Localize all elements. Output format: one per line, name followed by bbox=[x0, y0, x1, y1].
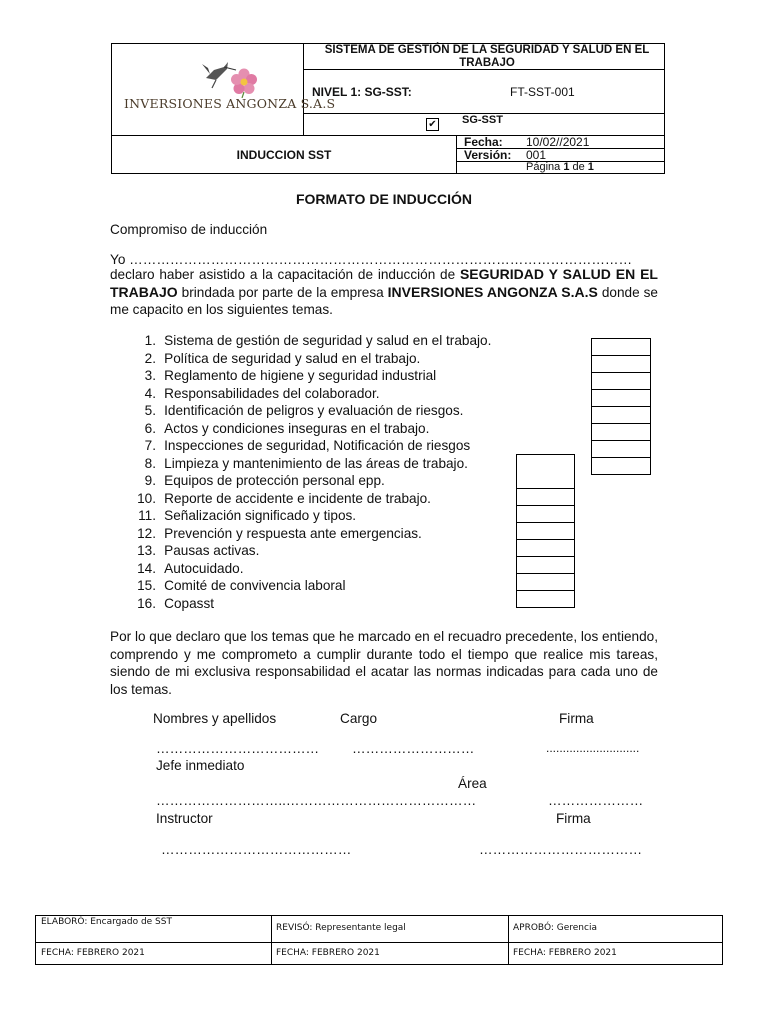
footer-divider bbox=[271, 916, 272, 964]
document-code: FT-SST-001 bbox=[510, 85, 575, 99]
area-label: Área bbox=[458, 776, 487, 791]
list-item bbox=[130, 596, 491, 614]
list-item-number: 7. bbox=[144, 438, 156, 453]
header-divider bbox=[456, 135, 457, 174]
fecha-value: 10/02//2021 bbox=[526, 135, 590, 149]
hummingbird-flower-logo-icon bbox=[124, 56, 304, 98]
list-item-number: 12. bbox=[137, 525, 156, 541]
list-item-text: Reglamento de higiene y seguridad industrial bbox=[164, 368, 437, 383]
name-line: Yo ………………………………………………………………………………………………… bbox=[110, 252, 633, 267]
page-number: Página 1 de 1 bbox=[526, 161, 594, 173]
list-item-text: Pausas activas. bbox=[164, 543, 260, 558]
firma-label: Firma bbox=[559, 711, 594, 726]
list-item-text: Equipos de protección personal epp. bbox=[164, 473, 385, 488]
checkbox-check-icon[interactable]: ✔ bbox=[426, 118, 439, 131]
list-item-number: 5. bbox=[144, 403, 156, 418]
names-signature-line[interactable]: ……………………………… bbox=[156, 741, 320, 756]
list-item-number: 2. bbox=[144, 350, 156, 366]
list-item-text: Prevención y respuesta ante emergencias. bbox=[164, 525, 422, 541]
topics-list bbox=[130, 333, 491, 613]
list-item-number: 13. bbox=[137, 543, 156, 558]
fecha-reviso-cell: FECHA: FEBRERO 2021 bbox=[276, 948, 380, 958]
document-header-table bbox=[111, 43, 665, 174]
list-item-text: Señalización significado y tipos. bbox=[164, 508, 357, 523]
list-item bbox=[130, 526, 491, 544]
checkbox-column-b bbox=[516, 454, 575, 608]
list-item-number: 11. bbox=[138, 508, 156, 523]
list-item bbox=[130, 508, 491, 526]
list-item-text: Comité de convivencia laboral bbox=[164, 578, 346, 593]
list-item bbox=[130, 333, 491, 351]
list-item bbox=[130, 491, 491, 509]
page-title: FORMATO DE INDUCCIÓN bbox=[295, 191, 473, 207]
list-item bbox=[130, 403, 491, 421]
topic-checkbox[interactable] bbox=[592, 424, 650, 441]
topic-checkbox[interactable] bbox=[517, 574, 574, 591]
topic-checkbox[interactable] bbox=[592, 373, 650, 390]
list-item bbox=[130, 386, 491, 404]
fecha-aprobo-cell: FECHA: FEBRERO 2021 bbox=[513, 948, 617, 958]
list-item-number: 8. bbox=[144, 455, 156, 471]
cargo-signature-line[interactable]: ……………………… bbox=[352, 741, 475, 756]
fecha-elaboro-cell: FECHA: FEBRERO 2021 bbox=[41, 948, 145, 958]
list-item-text: Actos y condiciones inseguras en el trabajo. bbox=[164, 420, 430, 436]
footer-divider bbox=[36, 942, 722, 943]
list-item-text: Sistema de gestión de seguridad y salud en el trabajo. bbox=[164, 333, 492, 348]
topic-checkbox[interactable] bbox=[517, 591, 574, 608]
topic-checkbox[interactable] bbox=[592, 356, 650, 373]
sg-sst-label: SG-SST bbox=[462, 114, 503, 126]
topic-checkbox[interactable] bbox=[592, 441, 650, 458]
firma2-signature-line[interactable]: ………………… bbox=[548, 793, 644, 808]
list-item bbox=[130, 421, 491, 439]
list-item-number: 3. bbox=[144, 368, 156, 383]
checkbox-column-a bbox=[591, 338, 651, 475]
aprobo-cell: APROBÓ: Gerencia bbox=[513, 923, 597, 933]
elaboro-cell: ELABORÓ: Encargado de SST bbox=[41, 917, 172, 927]
version-label: Versión: bbox=[464, 148, 512, 162]
subtitle: Compromiso de inducción bbox=[110, 222, 268, 237]
list-item-text: Reporte de accidente e incidente de trabajo. bbox=[164, 490, 431, 506]
topic-checkbox[interactable] bbox=[592, 407, 650, 424]
document-name: INDUCCION SST bbox=[236, 148, 332, 162]
topic-checkbox[interactable] bbox=[592, 339, 650, 356]
approval-footer-table bbox=[35, 915, 723, 965]
intro-paragraph: declaro haber asistido a la capacitación de inducción de SEGURIDAD Y SALUD EN EL TRABAJO brindada por parte de la empresa INVERSIONES ANGONZA S.A.S donde se me capacito en los siguientes temas. bbox=[110, 266, 658, 317]
fecha-label: Fecha: bbox=[464, 135, 503, 149]
footer-divider bbox=[508, 916, 509, 964]
list-item-text: Inspecciones de seguridad, Notificación de riesgos bbox=[164, 438, 471, 453]
topic-checkbox[interactable] bbox=[517, 506, 574, 523]
system-title: SISTEMA DE GESTIÓN DE LA SEGURIDAD Y SALUD EN EL TRABAJO bbox=[324, 44, 650, 69]
list-item-number: 1. bbox=[144, 333, 156, 348]
instructor-signature-line[interactable]: …………………………………… bbox=[161, 842, 352, 857]
company-name: INVERSIONES ANGONZA S.A.S bbox=[124, 96, 336, 111]
version-value: 001 bbox=[526, 148, 547, 162]
header-divider bbox=[303, 69, 665, 70]
list-item-number: 4. bbox=[144, 385, 156, 401]
names-label: Nombres y apellidos bbox=[153, 711, 277, 726]
topic-checkbox[interactable] bbox=[517, 523, 574, 540]
list-item-number: 15. bbox=[137, 578, 156, 593]
area-signature-line[interactable]: ………………………..…………………………………… bbox=[156, 793, 477, 808]
firma-signature-line[interactable]: ............................ bbox=[546, 741, 640, 755]
company-logo bbox=[124, 56, 336, 116]
firma3-signature-line[interactable]: ……………………………… bbox=[479, 842, 643, 857]
instructor-label: Instructor bbox=[156, 811, 213, 826]
list-item-text: Responsabilidades del colaborador. bbox=[164, 385, 380, 401]
list-item bbox=[130, 473, 491, 491]
list-item bbox=[130, 561, 491, 579]
list-item bbox=[130, 351, 491, 369]
topic-checkbox[interactable] bbox=[592, 390, 650, 407]
reviso-cell: REVISÓ: Representante legal bbox=[276, 923, 406, 933]
list-item-number: 9. bbox=[144, 473, 156, 488]
list-item-number: 14. bbox=[137, 560, 156, 576]
topic-checkbox[interactable] bbox=[517, 540, 574, 557]
list-item-text: Copasst bbox=[164, 595, 215, 611]
list-item-number: 10. bbox=[137, 490, 156, 506]
topic-checkbox[interactable] bbox=[592, 458, 650, 475]
list-item bbox=[130, 456, 491, 474]
list-item-text: Autocuidado. bbox=[164, 560, 244, 576]
list-item-number: 6. bbox=[144, 420, 156, 436]
list-item-text: Política de seguridad y salud en el trabajo. bbox=[164, 350, 421, 366]
list-item bbox=[130, 543, 491, 561]
list-item bbox=[130, 368, 491, 386]
declaration-paragraph: Por lo que declaro que los temas que he marcado en el recuadro precedente, los entiendo, comprendo y me comprometo a cumplir durante todo el tiempo que realice mis tareas, siendo de mi exclusiva responsabilidad el acatar las normas indicadas para cada uno de los temas. bbox=[110, 629, 658, 697]
list-item-number: 16. bbox=[137, 595, 156, 611]
list-item bbox=[130, 438, 491, 456]
firma2-label: Firma bbox=[556, 811, 591, 826]
list-item-text: Limpieza y mantenimiento de las áreas de trabajo. bbox=[164, 455, 468, 471]
list-item-text: Identificación de peligros y evaluación de riesgos. bbox=[164, 403, 464, 418]
list-item bbox=[130, 578, 491, 596]
cargo-label: Cargo bbox=[340, 711, 378, 726]
level-label: NIVEL 1: SG-SST: bbox=[312, 85, 412, 99]
jefe-label: Jefe inmediato bbox=[156, 758, 245, 773]
topic-checkbox[interactable] bbox=[517, 557, 574, 574]
topic-checkbox[interactable] bbox=[517, 489, 574, 506]
topic-checkbox[interactable] bbox=[517, 455, 574, 489]
